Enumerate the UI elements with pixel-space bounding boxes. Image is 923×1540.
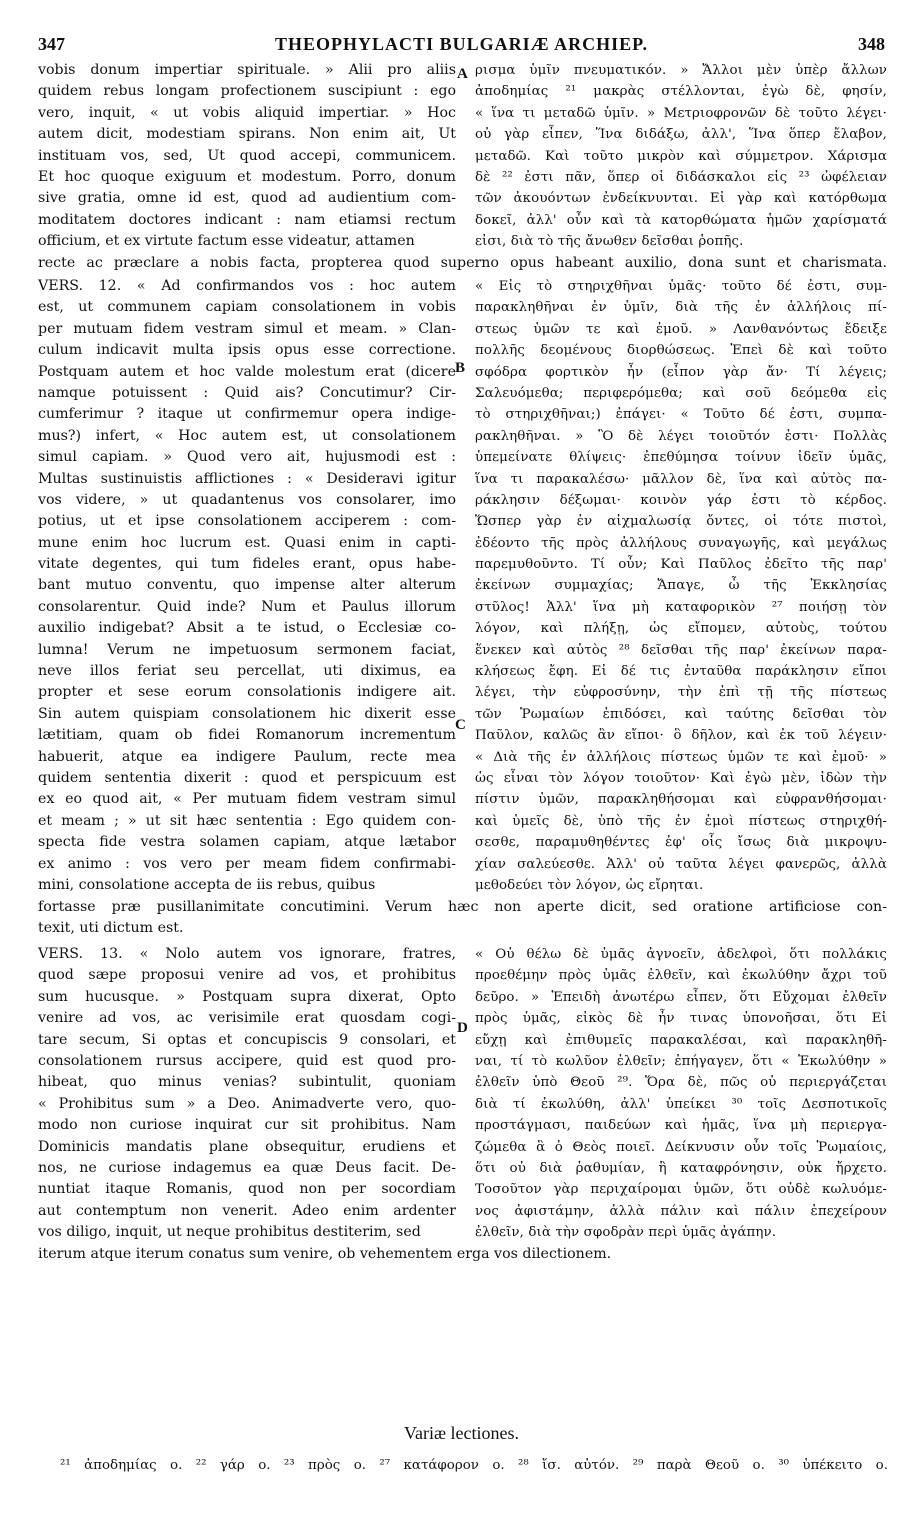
variae-lectiones-notes: ²¹ ἀποδημίας ο. ²² γάρ ο. ²³ πρὸς ο. ²⁷ κατάφορον ο. ²⁸ ἴσ. αὐτόν. ²⁹ παρὰ Θεοῦ ο. ³⁰ ὑπέκειτο ο. — [60, 1458, 888, 1473]
text-line: habuerit, atque ea indigere Paulum, recte mea — [38, 748, 456, 765]
text-line: potius, ut et ipse consolationem acciperem : com- — [38, 513, 456, 530]
text-line: τὸ στηριχθῆναι;) ἐπάγει· « Τοῦτο δέ ἐστι, συμπα- — [475, 407, 887, 423]
latin-column-block-3 — [38, 944, 456, 1243]
text-line: Τοσοῦτον γὰρ περιχαίρομαι ὑμῶν, ὅτι οὐδὲ κωλυόμε- — [475, 1182, 887, 1198]
margin-letter-c: C — [455, 717, 466, 733]
text-line: χίαν σαλεύεσθε. Ἀλλ' οὐ ταῦτα λέγει φανερῶς, ἀλλὰ — [475, 856, 887, 872]
text-line: ἕνεκεν καὶ αὐτὸς ²⁸ δεῖσθαι τῆς παρ' ἐκείνων παρα- — [475, 642, 887, 658]
text-line: quod sæpe proposui venire ad vos, et prohibitus — [38, 967, 456, 984]
latin-column-block-2 — [38, 276, 456, 896]
text-line: ἐλθεῖν ὑπὸ Θεοῦ ²⁹. Ὅρα δὲ, πῶς οὐ περιεργάζεται — [475, 1075, 887, 1091]
text-line: ἵνα τι παρακαλέσω· μᾶλλον δὲ, ἵνα καὶ αὐτὸς πα- — [475, 471, 887, 487]
text-line: λέγει, τὴν εὐφροσύνην, τὴν ἐπὶ τῇ τῆς πίστεως — [475, 685, 887, 701]
text-line: nos, ne curiose indagemus ea quæ Deus facit. De- — [38, 1159, 456, 1176]
greek-column-block-1 — [475, 60, 887, 253]
text-line: namque potuissent : Quid ais? Concutimur? Cir- — [38, 384, 456, 401]
text-line: tare secum, Si optas et concupiscis 9 consolari, et — [38, 1031, 456, 1048]
text-line: ρισμα ὑμῖν πνευματικόν. » Ἄλλοι μὲν ὑπὲρ ἄλλων — [475, 63, 887, 78]
text-line: εἰσι, διὰ τὸ τῆς ἄνωθεν δεῖσθαι ῥοπῆς. — [475, 234, 744, 250]
text-line: vobis donum impertiar spirituale. » Alii pro aliis — [38, 62, 456, 78]
text-line: et meam ; » ut sit hæc sententia : Ego quidem con- — [38, 812, 456, 829]
text-line: εὔχῃ καὶ ἐπιθυμεῖς παρακαλέσαι, καὶ παρακληθῆ- — [475, 1032, 887, 1048]
text-line: autem dicit, modestiam spirans. Non enim ait, Ut — [38, 126, 456, 143]
text-line: Dominicis mandatis plane obsequitur, erudiens et — [38, 1138, 456, 1155]
text-line: neve illos feriat seu percellat, uti diximus, ea — [38, 663, 456, 680]
text-line: VERS. 12. « Ad confirmandos vos : hoc autem — [38, 278, 456, 294]
text-line: est, ut communem capiam consolationem in vobis — [38, 299, 456, 316]
text-line: propter et sese eorum consolationis indigere ait. — [38, 684, 456, 701]
text-line: specta fide vestra solamen capiam, atque lætabor — [38, 834, 456, 851]
text-line: δοκεῖ, ἀλλ' οὖν καὶ τὰ κατορθώματα ἡμῶν χαρίσματά — [475, 212, 887, 228]
text-line: Postquam autem et hoc valde molestum erat (dicere — [38, 363, 456, 380]
text-line: nuntiat itaque Romanis, quod non per socordiam — [38, 1181, 456, 1198]
text-line: ex eo quod ait, « Per mutuam fidem vestram simul — [38, 791, 456, 808]
margin-letter-d: D — [457, 1020, 468, 1036]
text-line: bant mutuo conventu, quo impense alter alterum — [38, 577, 456, 594]
text-line: Multas sustinuistis afflictiones : « Desideravi igitur — [38, 470, 456, 487]
text-line: στεως ὑμῶν τε καὶ ἐμοῦ. » Λανθανόντως ἔδειξε — [475, 321, 887, 337]
page-number-right: 348 — [858, 34, 885, 54]
running-header — [38, 34, 885, 56]
text-line: δεῦρο. » Ἐπειδὴ ἀνωτέρω εἶπεν, ὅτι Εὔχομαι ἐλθεῖν — [475, 989, 887, 1005]
text-line: sum hucusque. » Postquam supra dixerat, Opto — [38, 988, 456, 1005]
text-line: mune enim hoc lucrum est. Quasi enim in capti- — [38, 534, 456, 551]
text-line: vero, inquit, « ut vobis aliquid impertiar. » Hoc — [38, 104, 456, 121]
text-line: μεθοδεύει τὸν λόγον, ὡς εἴρηται. — [475, 877, 704, 893]
text-line: cumferimur ? itaque ut confirmemur opera indige- — [38, 406, 456, 423]
text-line: quidem sententia dixerit : quod et perspicuum est — [38, 769, 456, 786]
latin-column-block-1 — [38, 60, 456, 253]
spanning-line-1: recte ac præclare a nobis facta, propterea quod superno opus habeant auxilio, dona sunt et charismata. — [38, 255, 887, 271]
latin-tail-line: texit, uti dictum est. — [38, 920, 184, 936]
text-line: σεσθε, παραμυθηθέντες ἐφ' οἷς ἴσως διὰ μικροψυ- — [475, 835, 887, 851]
text-line: vos diligo, inquit, ut neque prohibitus destiterim, sed — [38, 1224, 421, 1241]
spanning-line-3: iterum atque iterum conatus sum venire, ob vehementem erga vos dilectionem. — [38, 1246, 612, 1262]
text-line: πολλῆς δεομένους διορθώσεως. Ἐπεὶ δὲ καὶ τοῦτο — [475, 343, 887, 359]
running-title: THEOPHYLACTI BULGARIÆ ARCHIEP. — [275, 34, 648, 54]
text-line: ἀποδημίας ²¹ μακρὰς στέλλονται, ἐγὼ δὲ, φησίν, — [475, 84, 887, 100]
text-line: mini, consolatione accepta de iis rebus, quibus — [38, 876, 376, 893]
text-line: Sin autem quispiam consolationem hic dixerit esse — [38, 705, 456, 722]
text-line: hibeat, quo minus venias? subintulit, quoniam — [38, 1074, 456, 1091]
text-line: ἐδέοντο τῆς πρὸς ἀλλήλους συναγωγῆς, καὶ μεγάλως — [475, 535, 887, 551]
text-line: ὡς εἶναι τὸν λόγον τοιοῦτον· Καὶ ἐγὼ μὲν, ἰδὼν τὴν — [475, 770, 887, 786]
text-line: consolarentur. Quid inde? Num et Paulus illorum — [38, 598, 456, 615]
text-line: « Οὐ θέλω δὲ ὑμᾶς ἀγνοεῖν, ἀδελφοὶ, ὅτι πολλάκις — [475, 947, 887, 962]
text-line: πρὸς ὑμᾶς, εἰκὸς δὲ ἦν τινας ὑπονοῆσαι, ὅτι Εἰ — [475, 1011, 887, 1027]
text-line: Et hoc quoque exiguum et modestum. Porro, donum — [38, 168, 456, 185]
text-line: τῶν ἀκουόντων ἐνδείκνυνται. Εἰ γὰρ καὶ κατόρθωμα — [475, 191, 887, 207]
text-line: Σαλευόμεθα; περιφερόμεθα; καὶ σοῦ δεόμεθα εἰς — [475, 385, 887, 401]
text-line: instituam vos, sed, Ut quod accepi, communicem. — [38, 147, 456, 164]
text-line: lumna! Verum ne impetuosum sermonem faciat, — [38, 641, 456, 658]
text-line: λόγον, καὶ πλήξῃ, ὡς εἴπομεν, αὐτοὺς, τούτου — [475, 621, 887, 637]
text-line: sive gratia, omne id est, quod ad audientium com- — [38, 190, 456, 207]
text-line: ἐλθεῖν, διὰ τὴν σφοδρὰν περὶ ὑμᾶς ἀγάπην. — [475, 1225, 777, 1241]
text-line: vos videre, » ut quadantenus vos consolarer, imo — [38, 491, 456, 508]
page-number-left: 347 — [38, 34, 65, 54]
text-line: auxilio indigebat? Absit a te istud, o Ecclesiæ co- — [38, 620, 456, 637]
text-line: προεθέμην πρὸς ὑμᾶς ἐλθεῖν, καὶ ἐκωλύθην ἄχρι τοῦ — [475, 968, 887, 984]
text-line: ζώμεθα ἃ ὁ Θεὸς ποιεῖ. Δείκνυσιν οὖν τοῖς Ῥωμαίοις, — [475, 1139, 887, 1155]
text-line: VERS. 13. « Nolo autem vos ignorare, fratres, — [38, 946, 456, 962]
greek-column-block-2 — [475, 276, 887, 896]
text-line: παρακληθῆναι ἐν ὑμῖν, διὰ τῆς ἐν ἀλλήλοις πί- — [475, 300, 887, 316]
text-line: « Διὰ τῆς ἐν ἀλλήλοις πίστεως ὑμῶν τε καὶ ἐμοῦ· » — [475, 749, 887, 765]
text-line: ὅτι οὐ διὰ ῥαθυμίαν, ἢ καταφρόνησιν, οὐκ ἤρχετο. — [475, 1160, 887, 1176]
text-line: culum indicavit multa ipsis opus esse correctione. — [38, 342, 456, 359]
text-line: Ὥσπερ γὰρ ἐν αἰχμαλωσίᾳ ὄντες, οἱ τότε πιστοὶ, — [475, 514, 887, 530]
text-line: οὐ γὰρ εἶπεν, Ἵνα διδάξω, ἀλλ', Ἵνα ὅπερ ἔλαβον, — [475, 127, 887, 143]
text-line: μεταδῶ. Καὶ τοῦτο μικρὸν καὶ σύμμετρον. Χάρισμα — [475, 148, 887, 164]
text-line: δὲ ²² ἐστι πᾶν, ὅπερ οἱ διδάσκαλοι εἰς ²³ ὠφέλειαν — [475, 169, 887, 185]
text-line: ράκλησιν δέξωμαι· κοινὸν γάρ ἐστι τὸ κέρδος. — [475, 492, 887, 508]
spanning-line-2: fortasse præ pusillanimitate concutimini. Verum hæc non aperte dicit, sed oratione artificiose con- — [38, 899, 887, 915]
text-line: lætitiam, quam ob fidei Romanorum incrementum — [38, 727, 456, 744]
text-line: στῦλος! Ἀλλ' ἵνα μὴ καταφορικὸν ²⁷ ποιήσῃ τὸν — [475, 599, 887, 615]
text-line: κλήσεως ἔφη. Εἰ δέ τις ἐνταῦθα παράκλησιν εἴποι — [475, 664, 887, 680]
text-line: consolationem rursus accipere, quid est quod pro- — [38, 1052, 456, 1069]
margin-letter-b: B — [455, 360, 466, 376]
text-line: mus?) infert, « Hoc autem est, ut consolationem — [38, 427, 456, 444]
text-line: καὶ ὑμεῖς δὲ, ὑπὸ τῆς ἐν ἐμοὶ πίστεως στηριχθή- — [475, 813, 887, 829]
text-line: προστάγμασι, παιδεύων καὶ ἡμᾶς, ἵνα μὴ περιεργα- — [475, 1118, 887, 1134]
text-line: ρακληθῆναι. » Ὃ δὲ λέγει τοιοῦτόν ἐστι· Πολλὰς — [475, 428, 887, 444]
margin-letter-a: A — [457, 66, 468, 82]
text-line: τῶν Ῥωμαίων ἐπιδόσει, καὶ ταύτης δεῖσθαι τὸν — [475, 706, 887, 722]
text-line: aut contemptum non venerit. Adeo enim ardenter — [38, 1202, 456, 1219]
text-line: διὰ τί ἐκωλύθη, ἀλλ' ὑπείκει ³⁰ τοῖς Δεσποτικοῖς — [475, 1096, 887, 1112]
text-line: παρεμυθοῦντο. Τί οὖν; Καὶ Παῦλος ἐδεῖτο τῆς παρ' — [475, 557, 887, 573]
text-line: ὑπεμείνατε θλίψεις· ἐπεθύμησα τοίνυν ἰδεῖν ὑμᾶς, — [475, 450, 887, 466]
text-line: modo non curiose inquirat cur sit prohibitus. Nam — [38, 1117, 456, 1134]
text-line: σφόδρα φορτικὸν ἦν (εἶπον γὰρ ἄν· Τί λέγεις; — [475, 364, 887, 380]
variae-lectiones-heading: Variæ lectiones. — [404, 1423, 519, 1443]
greek-column-block-3 — [475, 944, 887, 1243]
text-line: « ἵνα τι μεταδῶ ὑμῖν. » Μετριοφρονῶν δὲ τοῦτο λέγει· — [475, 105, 887, 121]
text-line: πίστιν ὑμῶν, παρακληθήσομαι καὶ εὐφρανθήσομαι· — [475, 792, 887, 808]
text-line: ἐκείνων συμμαχίας; Ἄπαγε, ὦ τῆς Ἐκκλησίας — [475, 578, 887, 594]
text-line: vitate degentes, qui tum fideles erant, opus habe- — [38, 556, 456, 573]
text-line: ex animo : vos vero per meam fidem confirmabi- — [38, 855, 456, 872]
text-line: moditatem doctores indicant : nam etiamsi rectum — [38, 211, 456, 228]
text-line: per mutuam fidem vestram simul et meam. » Clan- — [38, 320, 456, 337]
text-line: « Εἰς τὸ στηριχθῆναι ὑμᾶς· τοῦτο δέ ἐστι, συμ- — [475, 279, 887, 294]
text-line: officium, et ex virtute factum esse videatur, attamen — [38, 233, 415, 250]
text-line: quidem rebus longam profectionem suscipiunt : ego — [38, 83, 456, 100]
text-line: Παῦλον, καλῶς ἂν εἴποι· ὃ δῆλον, καὶ ἐκ τοῦ λέγειν· — [475, 728, 887, 744]
text-line: νος ἀφιστάμην, ἀλλὰ πάλιν καὶ πάλιν ἐπεχείρουν — [475, 1203, 887, 1219]
text-line: simul capiam. » Quod vero ait, hujusmodi est : — [38, 449, 456, 466]
text-line: venire ad vos, ac verisimile erat quosdam cogi- — [38, 1010, 456, 1027]
text-line: ναι, τί τὸ κωλῦον ἐλθεῖν; ἐπήγαγεν, ὅτι « Ἐκωλύθην » — [475, 1053, 887, 1069]
text-line: « Prohibitus sum » a Deo. Animadverte vero, quo- — [38, 1095, 456, 1112]
